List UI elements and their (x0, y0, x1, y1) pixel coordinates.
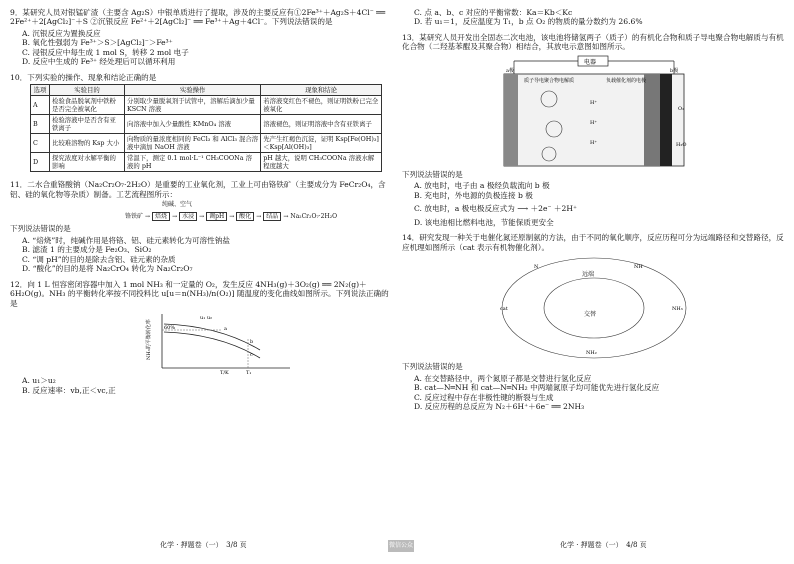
q9-stem: 9．某研究人员对银锰矿渣（主要含 Ag₂S）中银单质进行了提取，涉及的主要反应有①2Fe³⁺＋Ag₂S＋4Cl⁻ ══ 2Fe²⁺＋2[AgCl₂]⁻＋S ②沉银反应 Fe²⁺＋2[AgCl₂]⁻ ══ Fe³⁺＋Ag＋4Cl⁻。下列说法错误的是 (10, 8, 386, 27)
q13-o2: O₂ (678, 105, 685, 112)
question-13 (402, 33, 784, 227)
q12-point-c: c (250, 352, 253, 359)
q11-option-c: C. “调 pH”的目的是除去含铝、硅元素的杂质 (22, 254, 176, 264)
q12-option-d: D. 若 u₁＝1，反应温度为 T₁，b 点 O₂ 的物质的量分数约为 26.6% (414, 17, 643, 27)
q12-tick: 60% (164, 325, 176, 332)
question-11 (10, 180, 390, 273)
q13-a-pole: a极 (506, 67, 514, 74)
q13-figure (494, 54, 694, 170)
q13-proton: H⁺ (590, 99, 597, 106)
q11-option-b: B. 滤渣 1 的主要成分是 Fe₂O₃、SiO₂ (22, 245, 152, 255)
table-header: 选项 (31, 85, 50, 96)
q14-option-c: C. 反应过程中存在非极性键的断裂与生成 (414, 392, 554, 402)
q11-stem: 11．二水合重铬酸钠（Na₂Cr₂O₇·2H₂O）是重要的工业氧化剂，工业上可由铬铁矿（主要成分为 FeCr₂O₄，含铝、硅的氧化物等杂质）制备。工艺流程图所示： (10, 180, 386, 199)
table-header: 实验目的 (50, 85, 125, 96)
q11-lead: 下列说法错误的是 (10, 224, 71, 234)
table-row (31, 96, 382, 115)
flow-step: 焙烧 (152, 212, 170, 222)
q12-option-a: A. u₁＞u₂ (22, 376, 56, 386)
table-row (31, 115, 382, 134)
q13-load-label: 电器 (584, 58, 597, 66)
q12-t1: T₁ (246, 370, 252, 377)
q9-option-b: B. 氧化性强弱为 Fe³⁺＞S＞[AgCl₂]⁻＞Fe³⁺ (22, 38, 173, 48)
table-cell: 溶液褪色，则证明溶液中含有亚铁离子 (261, 115, 382, 134)
q10-stem: 10．下列实验的操作、现象和结论正确的是 (10, 72, 157, 82)
q13-proton: H⁺ (590, 139, 597, 146)
q14-nh3: NH₃ (672, 306, 683, 313)
q12-option-c: C. 点 a、b、c 对应的平衡常数：Ka＝Kb＜Kc (414, 8, 573, 17)
q14-cat: cat (500, 306, 508, 313)
flow-step: Na₂Cr₂O₇·2H₂O (290, 212, 338, 220)
q14-figure (494, 254, 694, 362)
q12-y-label: NH₃的平衡转化率 (146, 319, 152, 361)
table-cell: 向溶液中加入少量酸性 KMnO₄ 溶液 (125, 115, 261, 134)
table-row (31, 134, 382, 153)
table-cell: 检验食品脱氧剂中铁粉是否完全被氧化 (50, 96, 125, 115)
q14-lead: 下列说法错误的是 (402, 362, 463, 372)
table-cell: C (31, 134, 50, 153)
q9-option-d: D. 反应中生成的 Fe³⁺ 经处理后可以循环利用 (22, 57, 176, 67)
table-row (31, 153, 382, 172)
q12-x-label: T/K (220, 370, 229, 377)
q13-h2o: H₂O (676, 141, 687, 148)
q12-point-a: a (224, 326, 227, 333)
q14-stem: 14．研究发现一种关于电催化氮还原制氨的方法，由于不同的氧化顺序，反应历程可分为远端路径和交替路径，反应机理如图所示（cat 表示有机物催化剂）。 (402, 233, 784, 252)
q12-point-b: b (250, 339, 254, 346)
table-cell: B (31, 115, 50, 134)
q13-option-a: A. 放电时，电子由 a 极经负载流向 b 极 (414, 181, 550, 191)
q14-alternating-label: 交替 (584, 311, 597, 319)
table-cell: 向物质的量浓度相同的 FeCl₃ 和 AlCl₃ 混合溶液中滴加 NaOH 溶液 (125, 134, 261, 153)
flow-step: 铬铁矿 (125, 212, 144, 220)
table-header-row (31, 85, 382, 96)
table-cell: 若溶液变红色不褪色，则证明铁粉已完全被氧化 (261, 96, 382, 115)
q14-nh: NH (634, 264, 643, 271)
q11-flow-top: 纯碱、空气 (162, 201, 193, 209)
watermark-badge: 微信公众号 (388, 542, 413, 561)
question-12 (10, 280, 390, 395)
table-cell: 分别取少量脱氧剂于试管中，溶解后滴加少量 KSCN 溶液 (125, 96, 261, 115)
table-cell: 比较难溶物的 Ksp 大小 (50, 134, 125, 153)
q14-option-d: D. 反应历程的总反应为 N₂＋6H⁺＋6e⁻ ══ 2NH₃ (414, 402, 585, 412)
question-9 (10, 8, 390, 67)
q13-lead: 下列说法错误的是 (402, 169, 463, 179)
q12-figure (140, 310, 300, 376)
q13-option-c: C. 放电时，a 极电极反应式为 ⟶ ＋2e⁻ ＋2H⁺ (414, 204, 577, 214)
q14-nh2: NH₂ (586, 350, 597, 357)
q13-b-pole: b极 (670, 67, 679, 74)
table-cell: 先产生红褐色沉淀，证明 Ksp[Fe(OH)₃]＜Ksp[Al(OH)₃] (261, 134, 382, 153)
table-cell: A (31, 96, 50, 115)
flow-step: 酸化 (236, 212, 254, 222)
q13-option-d: D. 该电池相比燃料电池，节能保质更安全 (414, 217, 554, 227)
q11-flowchart: 铬铁矿 → 焙烧 → 水浸 → 调pH → 酸化 → 结晶 → Na₂Cr₂O₇·2H₂O (125, 212, 338, 220)
table-header: 现象和结论 (261, 85, 382, 96)
footer-right: 化学 · 押题卷（一） 4/8 页 (560, 541, 647, 549)
table-cell: 常温下，测定 0.1 mol·L⁻¹ CH₃COONa 溶液的 pH (125, 153, 261, 172)
q13-option-b: B. 充电时，外电源的负极连接 b 极 (414, 190, 533, 200)
flow-step: 水浸 (179, 212, 197, 222)
table-cell: 检验溶液中是否含有亚铁离子 (50, 115, 125, 134)
q9-option-a: A. 沉银反应为置换反应 (22, 28, 101, 38)
q12-stem: 12．向 1 L 恒容密闭容器中加入 1 mol NH₃ 和一定量的 O₂，发生反应 4NH₃(g)＋3O₂(g) ══ 2N₂(g)＋6H₂O(g)。NH₃ 的平衡转化率按不同投料比 u[u＝n(NH₃)/n(O₂)] 随温度的变化曲线如图所示。下列说法正确的是 (10, 279, 389, 308)
q10-table (30, 84, 382, 172)
left-column (10, 8, 390, 395)
table-cell: pH 越大，说明 CH₃COONa 溶液水解程度越大 (261, 153, 382, 172)
flow-step: 结晶 (263, 212, 281, 222)
q13-proton: H⁺ (590, 119, 597, 126)
q12-curve-labels: u₁ u₂ (200, 315, 213, 322)
q14-distal-label: 远端 (582, 271, 595, 279)
table-header: 实验操作 (125, 85, 261, 96)
q13-electrolyte-label: 质子导电聚合物电解质 (524, 77, 575, 84)
q9-option-c: C. 浸银反应中每生成 1 mol S，转移 2 mol 电子 (22, 47, 189, 57)
q14-n: N (534, 264, 539, 271)
q13-stem: 13．某研究人员开发出全固态二次电池，该电池将储氢两子（质子）的有机化合物和质子导电聚合物电解质与有机化合物（二羟基苯醌及其聚合物）相结合，其放电示意图如图所示。 (402, 32, 784, 52)
right-column (402, 8, 784, 412)
q14-option-b: B. cat—N═NH 和 cat—N═NH₂ 中两端氮原子均可能优先进行氢化反应 (414, 383, 660, 393)
question-10 (10, 73, 390, 172)
flow-step: 调pH (206, 212, 227, 222)
table-cell: D (31, 153, 50, 172)
q11-option-a: A. “焙烧”时，纯碱作用是将铬、铝、硅元素转化为可溶性钠盐 (22, 235, 230, 245)
q11-option-d: D. “酸化”的目的是将 Na₂CrO₄ 转化为 Na₂Cr₂O₇ (22, 264, 193, 274)
question-14 (402, 233, 784, 411)
footer-left: 化学 · 押题卷（一） 3/8 页 (160, 541, 247, 549)
q12-option-b: B. 反应速率：vb,正＜vc,正 (22, 385, 116, 395)
q14-option-a: A. 在交替路径中，两个氮原子都是交替进行氢化反应 (414, 373, 592, 383)
q13-electrode-label: 负载催化剂的电极 (606, 77, 647, 84)
table-cell: 探究浓度对水解平衡的影响 (50, 153, 125, 172)
